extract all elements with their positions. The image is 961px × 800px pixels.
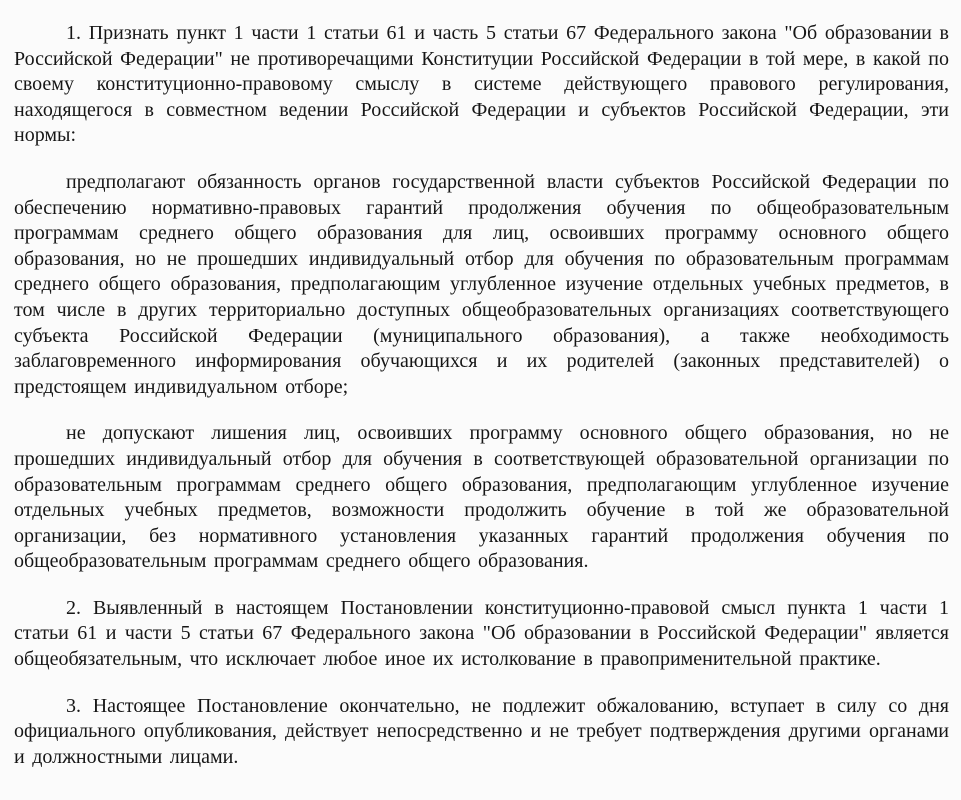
paragraph-point-1-clause-b: не допускают лишения лиц, освоивших программу основного общего образования, но не прошедших индивидуальный отбор для обучения в соответствующей образовательной организации по образовательным программам среднего общего образования, предполагающим углубленное изучение отдельных учебных предметов, возможности продолжить обучение в той же образовательной организации, без нормативного установления указанных гарантий продолжения обучения по общеобразовательным программам среднего общего образования.: [14, 422, 949, 573]
paragraph-point-3: 3. Настоящее Постановление окончательно, не подлежит обжалованию, вступает в силу со дня официального опубликования, действует непосредственно и не требует подтверждения другими органами и должностными лицами.: [14, 694, 949, 768]
paragraph-point-1: 1. Признать пункт 1 части 1 статьи 61 и часть 5 статьи 67 Федерального закона "Об образовании в Российской Федерации" не противоречащими Конституции Российской Федерации в той мере, в какой по своему конституционно-правовому смыслу в системе действующего правового регулирования, находящегося в совместном ведении Российской Федерации и субъектов Российской Федерации, эти нормы:: [14, 22, 949, 147]
paragraph-point-1-clause-a: предполагают обязанность органов государственной власти субъектов Российской Федерации по обеспечению нормативно-правовых гарантий продолжения обучения по общеобразовательным программам среднего общего образования для лиц, освоивших программу основного общего образования, но не прошедших индивидуальный отбор для обучения по образовательным программам среднего общего образования, предполагающим углубленное изучение отдельных учебных предметов, в том числе в других территориально доступных общеобразовательных организациях соответствующего субъекта Российской Федерации (муниципального образования), а также необходимость заблаговременного информирования обучающихся и их родителей (законных представителей) о предстоящем индивидуальном отборе;: [14, 170, 949, 398]
paragraph-point-2: 2. Выявленный в настоящем Постановлении конституционно-правовой смысл пункта 1 части 1 статьи 61 и части 5 статьи 67 Федерального закона "Об образовании в Российской Федерации" является общеобязательным, что исключает любое иное их истолкование в правоприменительной практике.: [14, 596, 949, 671]
